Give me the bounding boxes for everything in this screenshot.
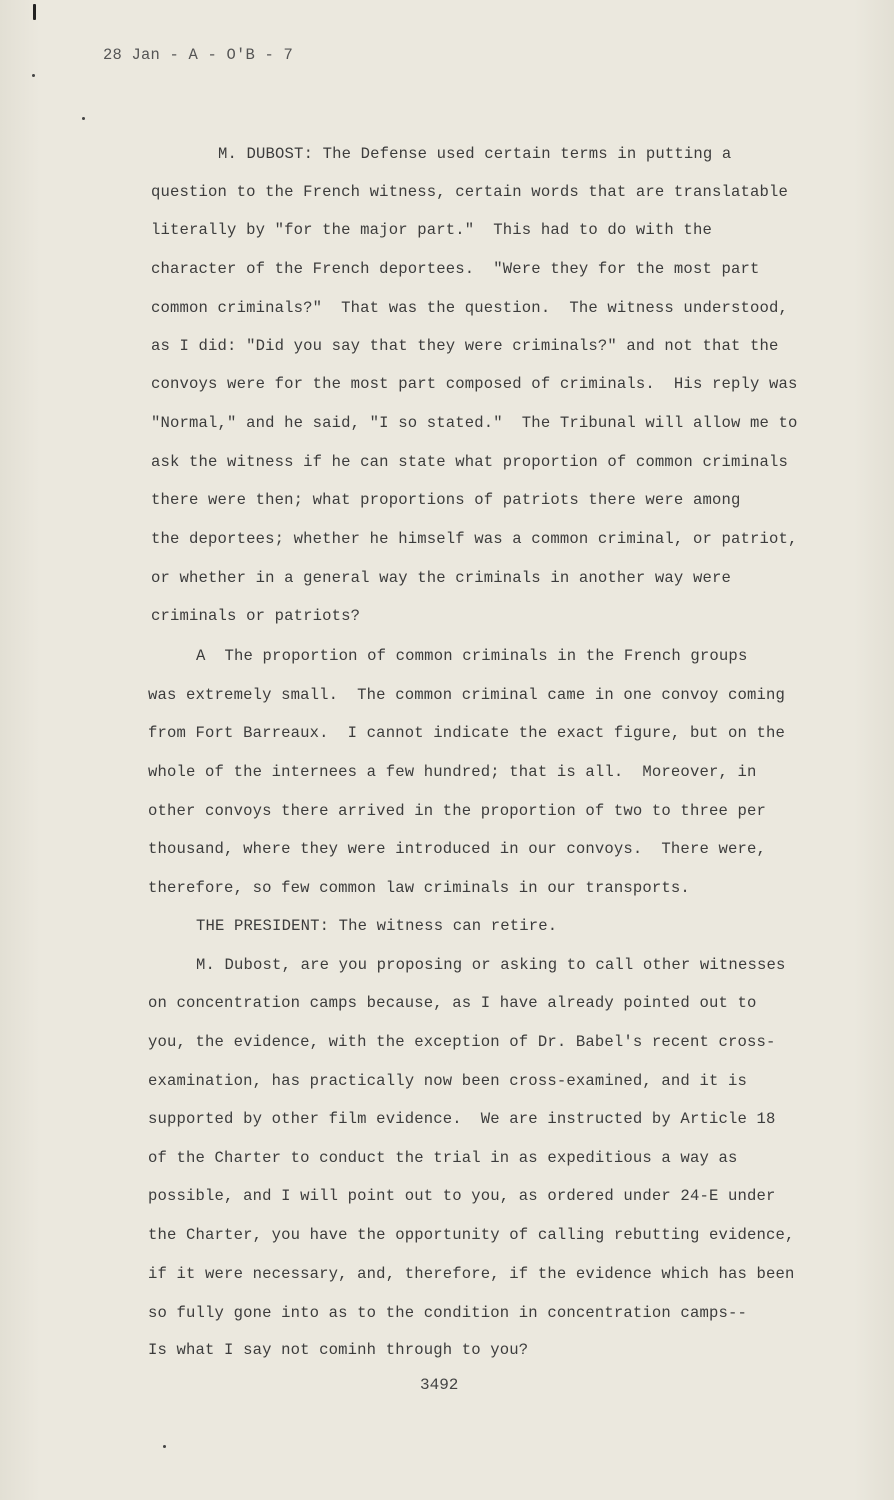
transcript-line: M. Dubost, are you proposing or asking to call other witnesses [196, 956, 786, 974]
transcript-line: ask the witness if he can state what proportion of common criminals [151, 453, 789, 471]
paper-speck [82, 117, 85, 120]
transcript-line: convoys were for the most part composed of criminals. His reply was [151, 375, 798, 393]
transcript-line: other convoys there arrived in the proportion of two to three per [148, 802, 767, 820]
transcript-line: supported by other film evidence. We are instructed by Article 18 [148, 1110, 776, 1128]
transcript-line: on concentration camps because, as I have already pointed out to [148, 994, 757, 1012]
paper-speck [163, 1445, 166, 1448]
transcript-line: if it were necessary, and, therefore, if the evidence which has been [148, 1265, 795, 1283]
paper-speck [32, 74, 35, 77]
transcript-line: or whether in a general way the criminals in another way were [151, 569, 731, 587]
transcript-line: therefore, so few common law criminals in our transports. [148, 879, 690, 897]
transcript-line: the deportees; whether he himself was a common criminal, or patriot, [151, 530, 798, 548]
transcript-line: question to the French witness, certain words that are translatable [151, 183, 789, 201]
transcript-line: "Normal," and he said, "I so stated." The Tribunal will allow me to [151, 414, 798, 432]
page-number: 3492 [420, 1376, 459, 1394]
page-header: 28 Jan - A - O'B - 7 [103, 46, 294, 64]
transcript-line: was extremely small. The common criminal came in one convoy coming [148, 686, 786, 704]
transcript-line: there were then; what proportions of patriots there were among [151, 491, 741, 509]
transcript-line: possible, and I will point out to you, as ordered under 24-E under [148, 1187, 776, 1205]
edge-mark [33, 4, 36, 20]
transcript-line: examination, has practically now been cross-examined, and it is [148, 1072, 747, 1090]
transcript-line: the Charter, you have the opportunity of calling rebutting evidence, [148, 1226, 795, 1244]
transcript-line: you, the evidence, with the exception of Dr. Babel's recent cross- [148, 1033, 776, 1051]
transcript-line: M. DUBOST: The Defense used certain terms in putting a [218, 145, 732, 163]
transcript-line: of the Charter to conduct the trial in as expeditious a way as [148, 1149, 738, 1167]
transcript-line: Is what I say not cominh through to you? [148, 1341, 529, 1359]
transcript-line: thousand, where they were introduced in our convoys. There were, [148, 840, 767, 858]
transcript-line: A The proportion of common criminals in the French groups [196, 647, 748, 665]
transcript-line: THE PRESIDENT: The witness can retire. [196, 917, 558, 935]
transcript-line: from Fort Barreaux. I cannot indicate the exact figure, but on the [148, 724, 786, 742]
transcript-line: common criminals?" That was the question. The witness understood, [151, 299, 789, 317]
transcript-line: so fully gone into as to the condition in concentration camps-- [148, 1304, 747, 1322]
transcript-line: character of the French deportees. "Were they for the most part [151, 260, 760, 278]
transcript-line: whole of the internees a few hundred; that is all. Moreover, in [148, 763, 757, 781]
transcript-line: literally by "for the major part." This had to do with the [151, 221, 712, 239]
transcript-line: as I did: "Did you say that they were criminals?" and not that the [151, 337, 779, 355]
transcript-line: criminals or patriots? [151, 607, 361, 625]
